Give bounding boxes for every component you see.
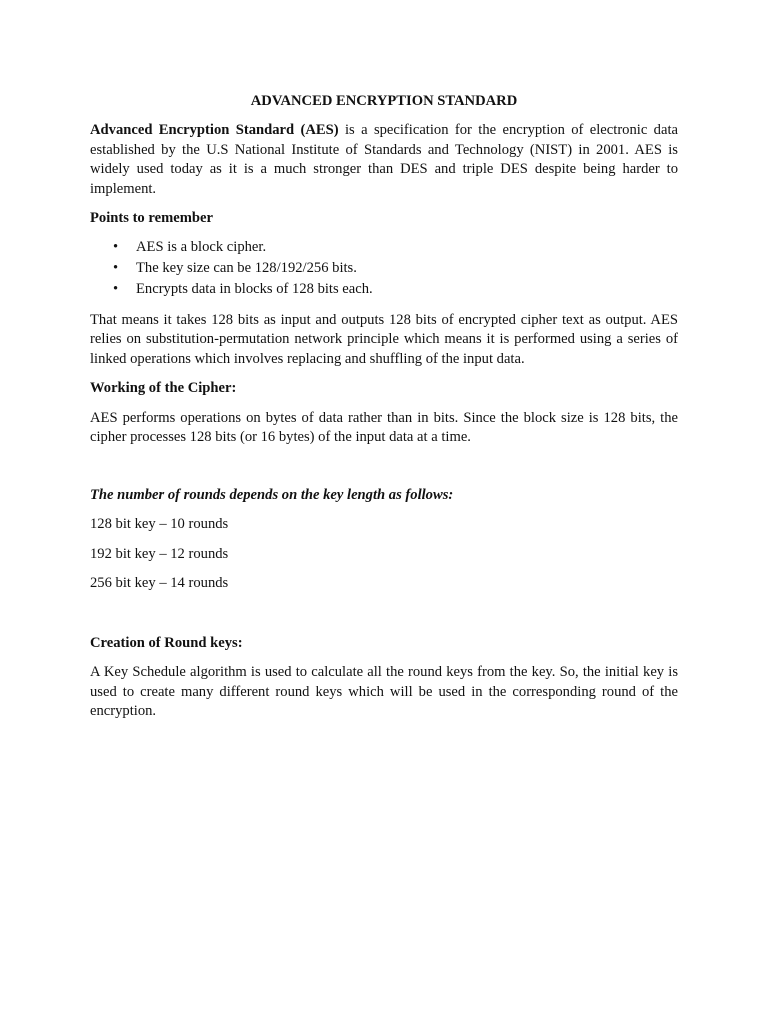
list-item-text: Encrypts data in blocks of 128 bits each.: [136, 280, 373, 297]
list-item: [90, 279, 678, 300]
list-item-text: AES is a block cipher.: [136, 238, 267, 255]
round-keys-heading: Creation of Round keys:: [90, 634, 243, 651]
working-paragraph: AES performs operations on bytes of data rather than in bits. Since the block size is 128 bits, the cipher processes 128 bits (or 16 bytes) of the input data at a time.: [90, 409, 678, 445]
working-heading: Working of the Cipher:: [90, 380, 237, 396]
points-list: [90, 237, 678, 300]
rounds-line: 128 bit key – 10 rounds: [90, 516, 229, 532]
intro-text: is a specification for the encryption of electronic data established by the U.S National Institute of Standards and Technology (NIST) in 2001. AES is widely used today as it is a much stronger than DES and triple DES despite being harder to implement.: [90, 122, 678, 197]
intro-paragraph: [90, 121, 678, 199]
rounds-line: 192 bit key – 12 rounds: [90, 545, 229, 562]
bullet-icon: •: [113, 238, 119, 255]
points-followup-paragraph: That means it takes 128 bits as input and outputs 128 bits of encrypted cipher text as output. AES relies on substitution-permutation network principle which means it is performed using a series of linked operations which involves replacing and shuffling of the input data.: [90, 311, 678, 367]
points-heading: Points to remember: [90, 210, 213, 226]
list-item: [90, 237, 678, 258]
rounds-line: 256 bit key – 14 rounds: [90, 575, 229, 591]
bullet-icon: •: [113, 259, 119, 276]
round-keys-paragraph: A Key Schedule algorithm is used to calculate all the round keys from the key. So, the initial key is used to create many different round keys which will be used in the corresponding round of the encryption.: [90, 664, 678, 719]
rounds-heading: The number of rounds depends on the key length as follows:: [90, 486, 454, 503]
list-item-text: The key size can be 128/192/256 bits.: [136, 259, 357, 276]
list-item: [90, 258, 678, 279]
document-title: ADVANCED ENCRYPTION STANDARD: [250, 93, 518, 109]
intro-bold-term: Advanced Encryption Standard (AES): [90, 122, 339, 138]
bullet-icon: •: [113, 280, 119, 297]
document-page: [90, 90, 678, 722]
